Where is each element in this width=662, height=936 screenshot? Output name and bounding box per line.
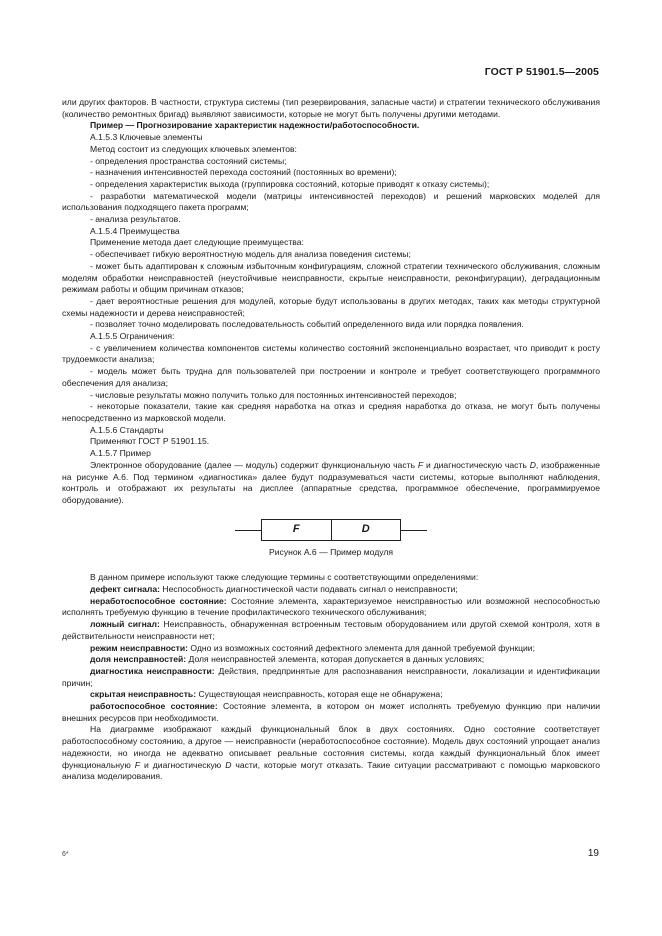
symbol-d: D [225, 759, 232, 770]
symbol-d: D [529, 459, 536, 470]
term-definition: Одно из возможных состояний дефектного элемента для данной требуемой функции; [188, 642, 535, 653]
example-title: Пример — Прогнозирование характеристик надежности/работоспособности. [90, 120, 420, 131]
diagnostic-part-cell: D [331, 520, 401, 540]
list-item: - некоторые показатели, такие как средняя наработка на отказ и средняя наработка до отказа, не могут быть получены непосредственно из марковской модели. [62, 401, 600, 423]
term-definition: Неспособность диагностической части подавать сигнал о неисправности; [160, 584, 458, 595]
term-definition: Состояние элемента, характеризуемое неисправностью или возможной неспособностью исполнять требуемую функцию в течение профилактического технического обслуживания; [62, 595, 600, 618]
definition [62, 701, 600, 724]
term: ложный сигнал: [90, 619, 160, 630]
term-definition: Неисправность, обнаруженная встроенным тестовым оборудованием или другой схемой контроля, хотя в действительности неисправности нет; [62, 619, 600, 641]
term: работоспособное состояние: [90, 701, 218, 712]
text-run: На диаграмме изображают каждый функциональный блок в двух состояниях. Одно состояние соответствует работоспособному состоянию, а другое — неисправности (неработоспособное состояние). Модель двух состояний упрощает анализ надежности, но иногда не адекватно описывает реальные состояния системы, когда каждый функциональный блок имеет функциональную [62, 724, 600, 770]
term: скрытая неисправность: [90, 689, 197, 700]
list-item: - обеспечивает гибкую вероятностную модель для анализа поведения системы; [90, 249, 411, 260]
list-item: - может быть адаптирован к сложным избыточным конфигурациям, сложной стратегии технического обслуживания, сложным моделям обработки неисправностей (неустойчивые неисправности, скрытые неисправности, реконфигурации), деградационным режимам работы и общим причинам отказов; [62, 260, 600, 295]
symbol-f: F [417, 459, 424, 470]
figure-caption: Рисунок А.6 — Пример модуля [269, 546, 393, 557]
list-item: - анализа результатов. [90, 214, 181, 225]
paragraph: Метод состоит из следующих ключевых элементов: [90, 143, 297, 154]
list-item: - определения характеристик выхода (группировка состояний, которые приводят к отказу системы); [90, 178, 490, 189]
definition [62, 596, 600, 619]
term: диагностика неисправности: [90, 665, 215, 676]
term-definition: Состояние элемента, в котором он может исполнять требуемую функцию при наличии внешних ресурсов при необходимости. [62, 701, 600, 723]
definition [62, 654, 600, 666]
text-run: Электронное оборудование (далее — модуль) содержит функциональную часть [90, 459, 418, 470]
sheet-marker: 6* [62, 851, 69, 858]
section-heading: А.1.5.7 Пример [90, 448, 151, 459]
paragraph: В данном примере используют также следующие термины с соответствующими определениями: [90, 572, 479, 583]
definition [62, 584, 600, 596]
document-header: ГОСТ Р 51901.5—2005 [484, 66, 599, 78]
list-item: - определения пространства состояний системы; [90, 155, 287, 166]
list-item: - дает вероятностные решения для модулей, которые будут использованы в других методах, таких как методы структурной схемы надежности и дерева неисправностей; [62, 295, 600, 318]
definition [62, 643, 600, 655]
definition [62, 619, 600, 642]
symbol-f: F [134, 759, 141, 770]
list-item: - разработки математической модели (матрицы интенсивностей переходов) и решений марковских моделей для использования подходящего пакета программ; [62, 190, 600, 213]
text-run: , изображенные на рисунке А.6. Под термином «диагностика» далее будут подразумеваться части системы, которые выполняют наблюдения, контроль и отображают их результаты на дисплее (аппаратные средства, программное обеспечение, программируемое оборудование). [62, 459, 601, 505]
term-definition: Действия, предпринятые для распознавания неисправности, локализации и идентификации причин; [62, 665, 600, 688]
paragraph [62, 460, 600, 507]
list-item: - модель может быть трудна для пользователей при построении и контроле и требует соответствующего программного обеспечения для анализа; [62, 366, 600, 388]
term-definition: Существующая неисправность, которая еще не обнаружена; [196, 689, 443, 700]
text-run: части, которые могут отказать. Такие ситуации рассматривают с помощью марковского анализа моделирования. [62, 759, 601, 782]
text-run: и диагностическую [140, 759, 226, 770]
paragraph: Применение метода дает следующие преимущества: [90, 237, 304, 248]
page-body [62, 97, 600, 783]
list-item: - позволяет точно моделировать последовательность событий определенного вида или порядка появления. [90, 319, 524, 330]
module-diagram [261, 519, 401, 541]
paragraph: Применяют ГОСТ Р 51901.15. [90, 436, 210, 447]
definition [62, 666, 600, 689]
term: режим неисправности: [90, 642, 189, 653]
page-number: 19 [587, 848, 599, 859]
definition [62, 689, 600, 701]
list-item: - с увеличением количества компонентов системы количество состояний экспоненциально возрастает, что приводит к росту трудоемкости анализа; [62, 342, 600, 365]
text-run: и диагностическую часть [423, 459, 530, 470]
section-heading: А.1.5.4 Преимущества [90, 225, 180, 236]
list-item: - числовые результаты можно получить только для постоянных интенсивностей переходов; [90, 389, 457, 400]
list-item: - назначения интенсивностей перехода состояний (постоянных во времени); [90, 167, 397, 178]
term: доля неисправностей: [90, 654, 187, 665]
section-heading: А.1.5.6 Стандарты [90, 424, 164, 435]
section-heading: А.1.5.3 Ключевые элементы [90, 132, 203, 143]
term-definition: Доля неисправностей элемента, которая допускается в данных условиях; [186, 654, 485, 665]
term: неработоспособное состояние: [90, 595, 227, 606]
term: дефект сигнала: [90, 584, 161, 595]
paragraph [62, 724, 600, 783]
paragraph: или других факторов. В частности, структура системы (тип резервирования, запасные части) и стратегии технического обслуживания (количество ремонтных бригад) выявляют зависимости, которые не могут быть получены другими методами. [62, 97, 600, 119]
functional-part-cell: F [292, 522, 300, 535]
section-heading: А.1.5.5 Ограничения: [90, 331, 175, 342]
figure-module [62, 519, 600, 559]
